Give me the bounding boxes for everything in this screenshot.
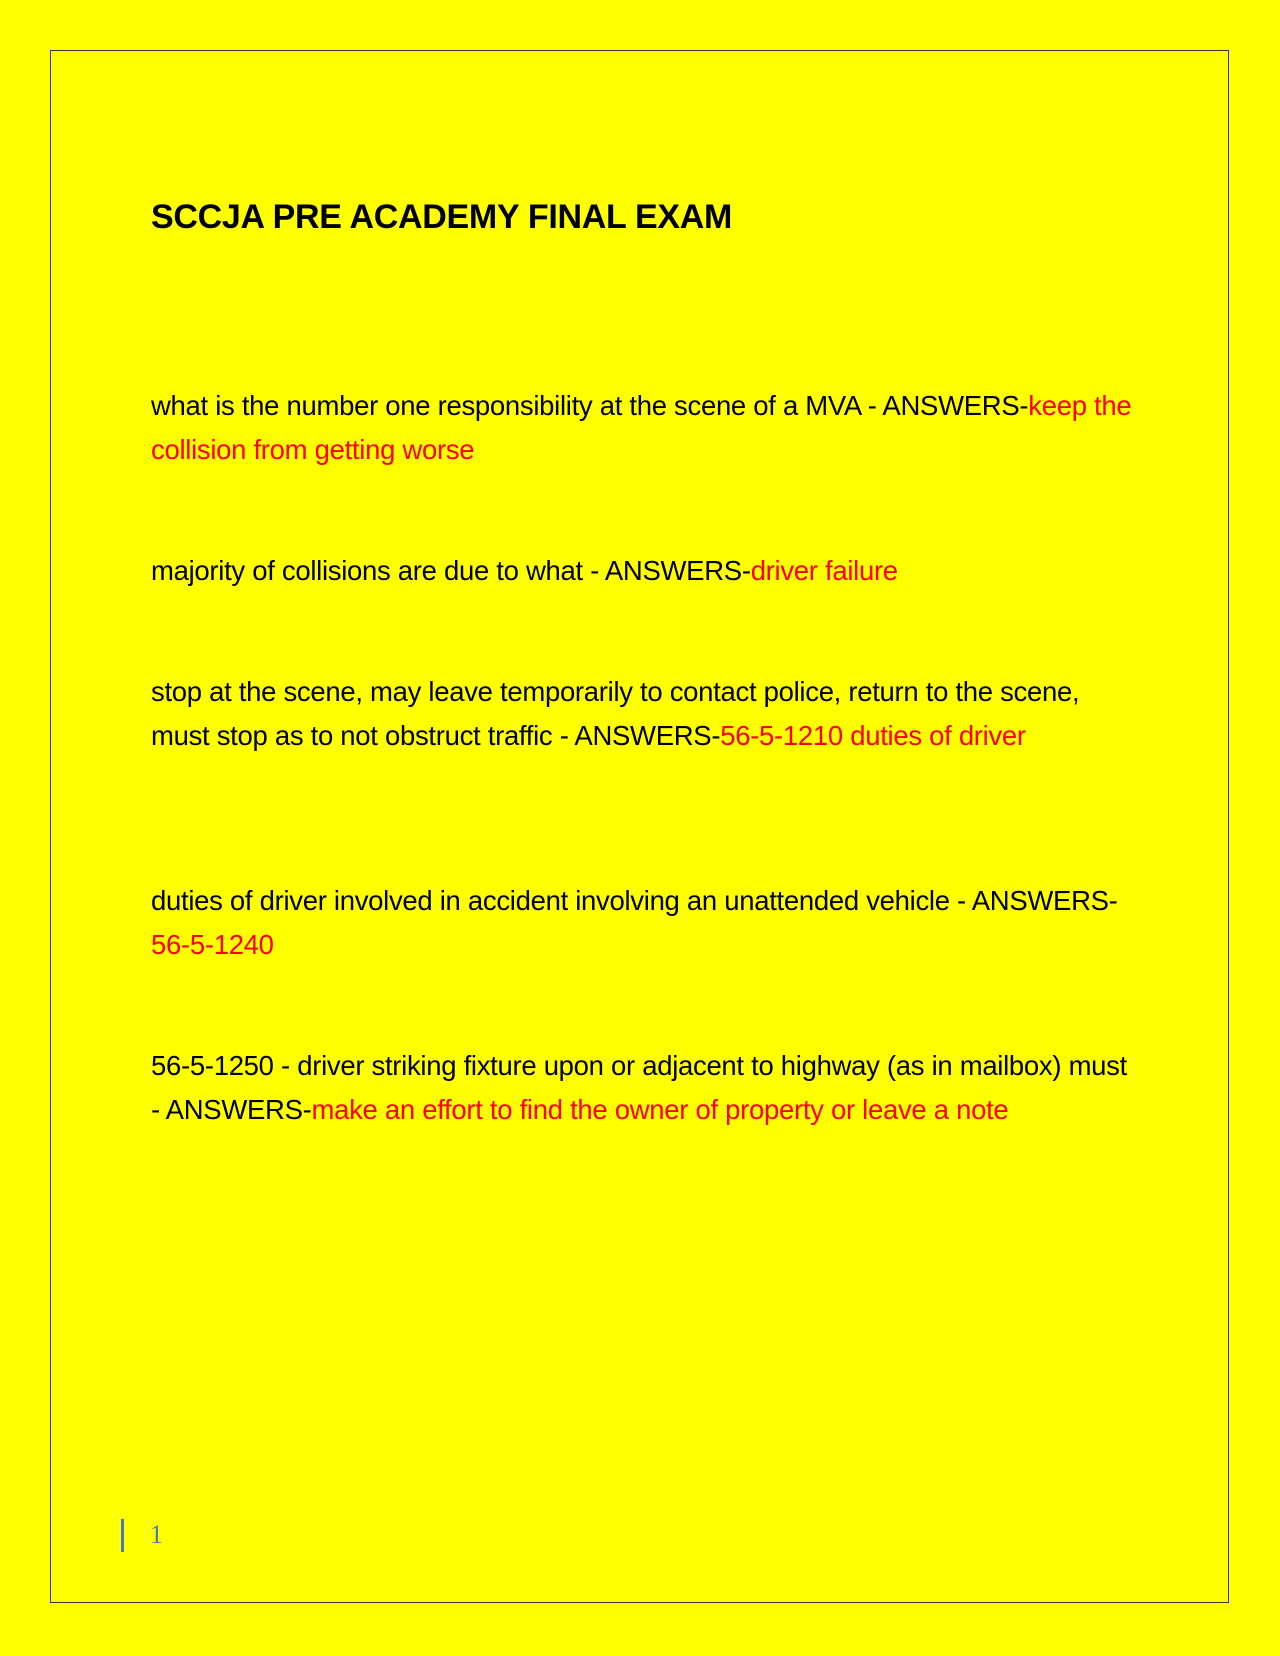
qa-item-1 — [151, 384, 1141, 472]
question-text: what is the number one responsibility at the scene of a MVA - ANSWERS- — [151, 390, 1029, 421]
page-number-divider — [121, 1519, 124, 1552]
answer-text: 56-5-1210 duties of driver — [720, 720, 1026, 751]
question-text: duties of driver involved in accident involving an unattended vehicle - ANSWERS- — [151, 885, 1118, 916]
question-text: 56-5-1250 - driver striking fixture upon or adjacent to highway (as in mailbox) must - ANSWERS- — [151, 1050, 1127, 1125]
document-title: SCCJA PRE ACADEMY FINAL EXAM — [151, 198, 733, 236]
page-number: 1 — [150, 1520, 163, 1549]
page-border — [50, 50, 1229, 1603]
question-text: stop at the scene, may leave temporarily to contact police, return to the scene, must stop as to not obstruct traffic - ANSWERS- — [151, 676, 1080, 751]
qa-item-5 — [151, 1044, 1141, 1132]
answer-text: driver failure — [750, 555, 898, 586]
answer-text: make an effort to find the owner of property or leave a note — [311, 1094, 1009, 1125]
qa-item-3 — [151, 670, 1141, 758]
answer-text: keep the collision from getting worse — [151, 390, 1132, 465]
qa-item-4 — [151, 879, 1141, 967]
qa-item-2 — [151, 549, 1141, 593]
answer-text: 56-5-1240 — [151, 929, 274, 960]
question-text: majority of collisions are due to what - ANSWERS- — [151, 555, 751, 586]
